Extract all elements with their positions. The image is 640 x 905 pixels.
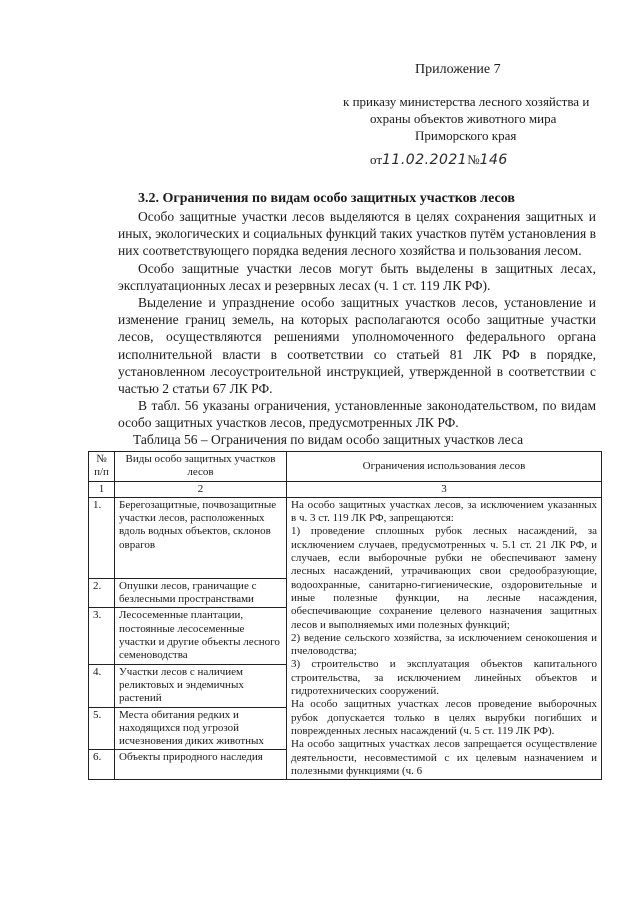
annex-order-line-2: охраны объектов животного мира (370, 111, 557, 126)
restriction-para: 3) строительство и эксплуатация объектов капитального строительства, за исключением линейных объектов и гидротехнических сооружений. (291, 658, 597, 698)
annex-title: Приложение 7 (415, 62, 501, 77)
table-row (89, 497, 602, 578)
row-num: 6. (89, 750, 115, 780)
paragraph-4: В табл. 56 указаны ограничения, установленные законодательством, по видам особо защитных участков лесов, предусмотренных ЛК РФ. (118, 398, 596, 431)
date-prefix: от (370, 152, 383, 167)
row-type: Берегозащитные, почвозащитные участки лесов, расположенных вдоль водных объектов, склонов оврагов (115, 497, 287, 578)
handwritten-number: 146 (479, 152, 508, 168)
paragraph-2: Особо защитные участки лесов могут быть выделены в защитных лесах, эксплуатационных лесах и резервных лесах (ч. 1 ст. 119 ЛК РФ). (118, 260, 596, 293)
restriction-para: На особо защитных участках лесов проведение выборочных рубок допускается только в целях вырубки погибших и поврежденных лесных насаждений (ч. 5 ст. 119 ЛК РФ). (291, 698, 597, 737)
row-type: Места обитания редких и находящихся под угрозой исчезновения диких животных (115, 707, 287, 750)
row-num: 1. (89, 497, 115, 578)
restrictions-text (287, 497, 602, 779)
row-type: Участки лесов с наличием реликтовых и эндемичных растений (115, 664, 287, 707)
restriction-para: На особо защитных участках лесов запрещается осуществление деятельности, несовместимой с их целевым назначением и полезными функциями (ч. 6 (291, 738, 597, 777)
restrictions-table (88, 451, 602, 780)
number-sign: № (467, 152, 480, 167)
restriction-para: 2) ведение сельского хозяйства, за исключением сенокошения и пчеловодства; (291, 631, 597, 658)
annex-order-line-3: Приморского края (415, 128, 517, 143)
col-number-3: 3 (287, 481, 602, 497)
section-heading: 3.2. Ограничения по видам особо защитных участков лесов (138, 191, 515, 206)
row-num: 2. (89, 578, 115, 608)
col-number-2: 2 (115, 481, 287, 497)
row-num: 5. (89, 707, 115, 750)
paragraph-1: Особо защитные участки лесов выделяются в целях сохранения защитных и иных, экологических и социальных функций таких участков путём установления в них соответствующего порядка ведения лесного хозяйства и пользования лесом. (118, 209, 596, 259)
annex-order-line-1: к приказу министерства лесного хозяйства и (343, 94, 590, 109)
row-type: Объекты природного наследия (115, 750, 287, 780)
row-num: 3. (89, 608, 115, 664)
row-type: Опушки лесов, граничащие с безлесными пространствами (115, 578, 287, 608)
header-restrictions: Ограничения использования лесов (287, 452, 602, 482)
handwritten-date: 11.02.2021 (382, 152, 468, 168)
restriction-para: 1) проведение сплошных рубок лесных насаждений, за исключением случаев, предусмотренных ч. 5.1 ст. 21 ЛК РФ, и случаев, если выборочные рубки не обеспечивают замену лесных насаждений, утрачивающих свои средообразующие, водоохранные, санитарно-гигиенические, оздоровительные и иные полезные функции, на лесные насаждения, обеспечивающие сохранение целевого назначения защитных лесов и выполняемых ими полезных функций; (291, 525, 597, 631)
annex-date-number (370, 152, 508, 168)
paragraph-3: Выделение и упразднение особо защитных участков лесов, установление и изменение границ земель, на которых располагаются особо защитные участки лесов, осуществляются решениями уполномоченного федерального органа исполнительной власти в соответствии со статьей 81 ЛК РФ в порядке, установленном лесоустроительной инструкцией, утвержденной в соответствии с частью 2 статьи 67 ЛК РФ. (118, 295, 596, 397)
section-body (118, 208, 596, 432)
row-type: Лесосеменные плантации, постоянные лесосеменные участки и другие объекты лесного семеноводства (115, 608, 287, 664)
table-caption: Таблица 56 – Ограничения по видам особо защитных участков леса (133, 432, 524, 447)
header-num: № п/п (89, 452, 115, 482)
col-number-1: 1 (89, 481, 115, 497)
row-num: 4. (89, 664, 115, 707)
header-type: Виды особо защитных участков лесов (115, 452, 287, 482)
restriction-para: На особо защитных участках лесов, за исключением указанных в ч. 3 ст. 119 ЛК РФ, запрещаются: (291, 498, 597, 525)
